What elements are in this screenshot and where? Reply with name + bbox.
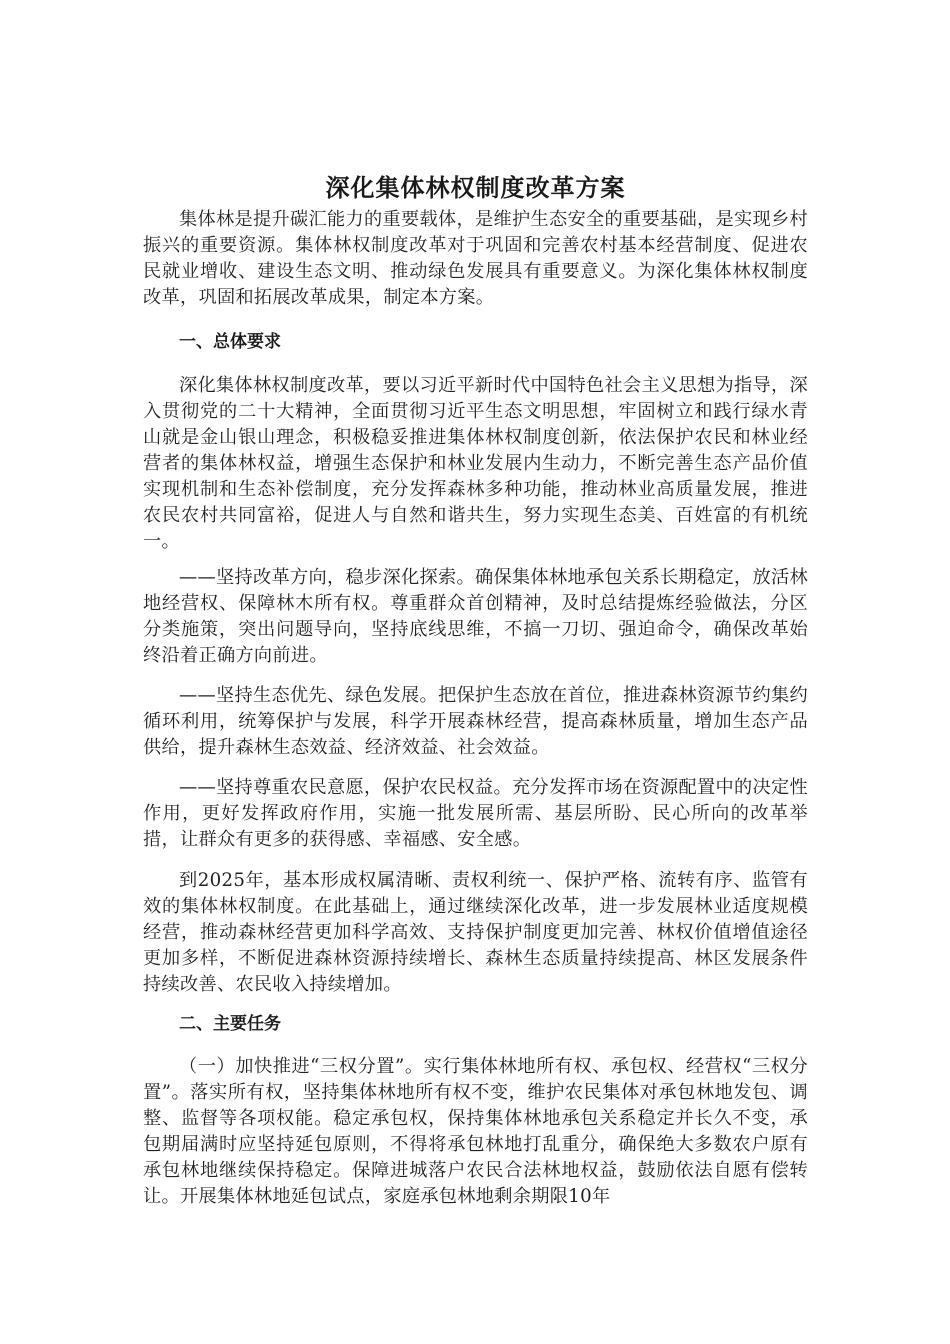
paragraph-farmer-rights: ——坚持尊重农民意愿，保护农民权益。充分发挥市场在资源配置中的决定性作用，更好发挥政府作用，实施一批发展所需、基层所盼、民心所向的改革举措，让群众有更多的获得感、幸福感、安全感。	[143, 777, 808, 850]
paragraph-guiding-principle: 深化集体林权制度改革，要以习近平新时代中国特色社会主义思想为指导，深入贯彻党的二十大精神，全面贯彻习近平生态文明思想，牢固树立和践行绿水青山就是金山银山理念，积极稳妥推进集体林权制度创新，依法保护农民和林业经营者的集体林权益，增强生态保护和林业发展内生动力，不断完善生态产品价值实现机制和生态补偿制度，充分发挥森林多种功能，推动林业高质量发展，推进农民农村共同富裕，促进人与自然和谐共生，努力实现生态美、百姓富的有机统一。	[143, 375, 808, 552]
paragraph-three-rights-separation: （一）加快推进“三权分置”。实行集体林地所有权、承包权、经营权“三权分置”。落实所有权，坚持集体林地所有权不变，维护农民集体对承包林地发包、调整、监督等各项权能。稳定承包权，保持集体林地承包关系稳定并长久不变，承包期届满时应坚持延包原则，不得将承包林地打乱重分，确保绝大多数农户原有承包林地继续保持稳定。保障进城落户农民合法林地权益，鼓励依法自愿有偿转让。开展集体林地延包试点，家庭承包林地剩余期限10年	[143, 1056, 808, 1207]
section-heading-main-tasks: 二、主要任务	[179, 1014, 281, 1034]
document-title: 深化集体林权制度改革方案	[325, 174, 626, 203]
paragraph-ecology-first: ——坚持生态优先、绿色发展。把保护生态放在首位，推进森林资源节约集约循环利用，统筹保护与发展，科学开展森林经营，提高森林质量，增加生态产品供给，提升森林生态效益、经济效益、社会效益。	[143, 685, 808, 758]
paragraph-2025-goal: 到2025年，基本形成权属清晰、责权利统一、保护严格、流转有序、监管有效的集体林权制度。在此基础上，通过继续深化改革，进一步发展林业适度规模经营，推动森林经营更加科学高效、支持保护制度更加完善、林权价值增值途径更加多样，不断促进森林资源持续增长、森林生态质量持续提高、林区发展条件持续改善、农民收入持续增加。	[143, 870, 808, 995]
section-heading-general-requirements: 一、总体要求	[179, 332, 281, 352]
intro-paragraph: 集体林是提升碳汇能力的重要载体，是维护生态安全的重要基础，是实现乡村振兴的重要资源。集体林权制度改革对于巩固和完善农村基本经营制度、促进农民就业增收、建设生态文明、推动绿色发展具有重要意义。为深化集体林权制度改革，巩固和拓展改革成果，制定本方案。	[143, 209, 808, 308]
paragraph-reform-direction: ——坚持改革方向，稳步深化探索。确保集体林地承包关系长期稳定，放活林地经营权、保障林木所有权。尊重群众首创精神，及时总结提炼经验做法，分区分类施策，突出问题导向，坚持底线思维，不搞一刀切、强迫命令，确保改革始终沿着正确方向前进。	[143, 567, 808, 666]
